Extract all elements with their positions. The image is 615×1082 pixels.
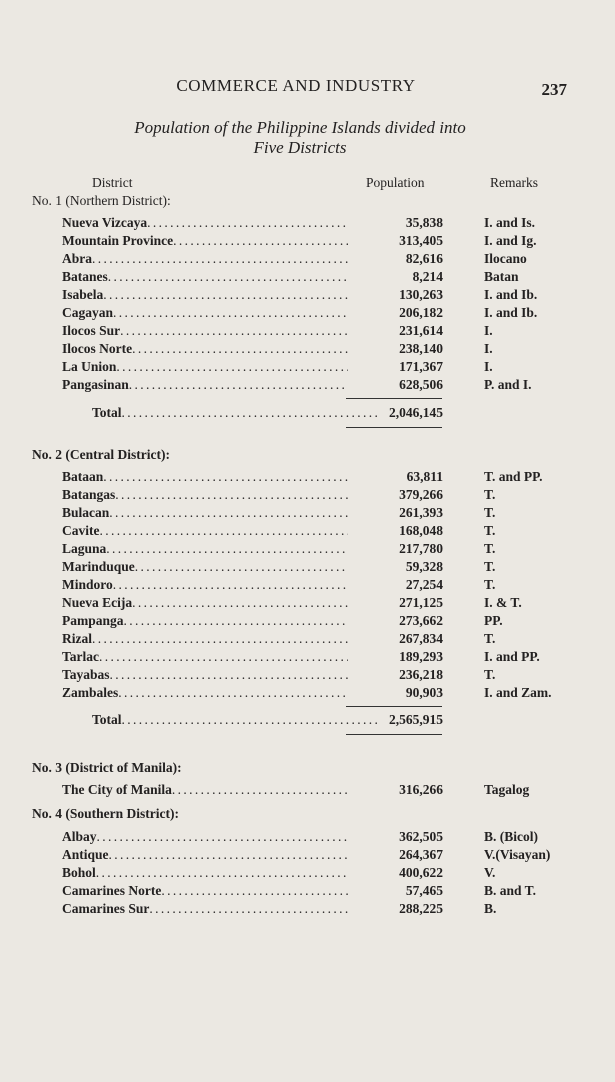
remarks-value: I. and Ib. <box>484 305 538 320</box>
population-value: 27,254 <box>405 577 443 592</box>
population-value: 8,214 <box>412 269 443 284</box>
total-underline <box>346 734 442 735</box>
remarks-value: T. <box>484 505 496 520</box>
population-value: 238,140 <box>399 341 443 356</box>
running-head <box>0 76 615 100</box>
remarks-value: T. <box>484 541 496 556</box>
population-value: 267,834 <box>399 631 443 646</box>
table-row <box>0 595 615 613</box>
table-row <box>0 341 615 359</box>
table-caption-line-2: Five Districts <box>253 138 347 157</box>
population-value: 35,838 <box>405 215 443 230</box>
remarks-value: I. <box>484 323 493 338</box>
table-row <box>0 323 615 341</box>
column-header-population: Population <box>366 175 425 190</box>
province-name: La Union . . . <box>62 359 348 375</box>
population-value: 206,182 <box>399 305 443 320</box>
remarks-value: I. and PP. <box>484 649 540 664</box>
remarks-value: I. <box>484 341 493 356</box>
total-label: Total . . . <box>92 405 378 421</box>
population-value: 379,266 <box>399 487 443 502</box>
province-name: Zambales . . . <box>62 685 348 701</box>
table-row <box>0 667 615 685</box>
population-value: 189,293 <box>399 649 443 664</box>
table-row <box>0 782 615 800</box>
running-title: COMMERCE AND INDUSTRY <box>176 76 416 95</box>
table-row <box>0 251 615 269</box>
table-row <box>0 559 615 577</box>
total-row <box>0 712 615 730</box>
population-value: 628,506 <box>399 377 443 392</box>
province-name: Camarines Sur . . . <box>62 901 348 917</box>
remarks-value: V. <box>484 865 496 880</box>
remarks-value: T. <box>484 577 496 592</box>
table-row <box>0 901 615 919</box>
province-name: Bulacan . . . <box>62 505 348 521</box>
population-value: 57,465 <box>405 883 443 898</box>
province-name: Cavite . . . <box>62 523 348 539</box>
column-header-remarks: Remarks <box>490 175 538 190</box>
district-heading-central: No. 2 (Central District): <box>32 447 170 462</box>
remarks-value: T. and PP. <box>484 469 543 484</box>
table-row <box>0 847 615 865</box>
remarks-value: T. <box>484 667 496 682</box>
province-name: Antique . . . <box>62 847 348 863</box>
province-name: Batanes . . . <box>62 269 348 285</box>
remarks-value: PP. <box>484 613 503 628</box>
remarks-value: I. and Ib. <box>484 287 538 302</box>
sum-rule <box>346 706 442 707</box>
population-value: 362,505 <box>399 829 443 844</box>
population-value: 130,263 <box>399 287 443 302</box>
district-heading-manila: No. 3 (District of Manila): <box>32 760 182 775</box>
province-name: Nueva Ecija . . . <box>62 595 348 611</box>
population-value: 288,225 <box>399 901 443 916</box>
remarks-value: P. and I. <box>484 377 532 392</box>
population-value: 231,614 <box>399 323 443 338</box>
province-name: Cagayan . . . <box>62 305 348 321</box>
remarks-value: T. <box>484 487 496 502</box>
table-row <box>0 469 615 487</box>
province-name: Pampanga . . . <box>62 613 348 629</box>
province-name: Nueva Vizcaya . . . <box>62 215 348 231</box>
remarks-value: I. & T. <box>484 595 522 610</box>
population-value: 171,367 <box>399 359 443 374</box>
table-row <box>0 631 615 649</box>
province-name: Mountain Province . . . <box>62 233 348 249</box>
population-value: 313,405 <box>399 233 443 248</box>
province-name: The City of Manila . . . <box>62 782 348 798</box>
table-row <box>0 233 615 251</box>
sum-rule <box>346 398 442 399</box>
table-row <box>0 215 615 233</box>
table-row <box>0 505 615 523</box>
population-value: 264,367 <box>399 847 443 862</box>
population-value: 90,903 <box>405 685 443 700</box>
population-value: 63,811 <box>406 469 443 484</box>
table-caption-line-1: Population of the Philippine Islands divided into <box>134 118 466 137</box>
population-value: 400,622 <box>399 865 443 880</box>
remarks-value: T. <box>484 523 496 538</box>
province-name: Isabela . . . <box>62 287 348 303</box>
remarks-value: I. and Is. <box>484 215 536 230</box>
population-value: 261,393 <box>399 505 443 520</box>
table-row <box>0 883 615 901</box>
total-row <box>0 405 615 423</box>
table-row <box>0 829 615 847</box>
province-name: Ilocos Sur . . . <box>62 323 348 339</box>
table-row <box>0 865 615 883</box>
remarks-value: T. <box>484 559 496 574</box>
table-row <box>0 541 615 559</box>
remarks-value: B. <box>484 901 497 916</box>
province-name: Laguna . . . <box>62 541 348 557</box>
table-row <box>0 377 615 395</box>
remarks-value: B. and T. <box>484 883 537 898</box>
population-value: 217,780 <box>399 541 443 556</box>
province-name: Tayabas . . . <box>62 667 348 683</box>
table-row <box>0 487 615 505</box>
province-name: Rizal . . . <box>62 631 348 647</box>
page-number: 237 <box>541 80 567 99</box>
remarks-value: Tagalog <box>484 782 530 797</box>
remarks-value: I. and Zam. <box>484 685 552 700</box>
province-name: Albay . . . <box>62 829 348 845</box>
table-row <box>0 523 615 541</box>
table-row <box>0 685 615 703</box>
province-name: Batangas . . . <box>62 487 348 503</box>
province-name: Marinduque . . . <box>62 559 348 575</box>
population-value: 271,125 <box>399 595 443 610</box>
total-underline <box>346 427 442 428</box>
province-name: Ilocos Norte . . . <box>62 341 348 357</box>
table-row <box>0 287 615 305</box>
table-row <box>0 269 615 287</box>
remarks-value: I. <box>484 359 493 374</box>
remarks-value: Batan <box>484 269 519 284</box>
district-heading-southern: No. 4 (Southern District): <box>32 806 179 821</box>
province-name: Bataan . . . <box>62 469 348 485</box>
district-heading-northern: No. 1 (Northern District): <box>32 193 171 208</box>
table-row <box>0 359 615 377</box>
population-value: 82,616 <box>405 251 443 266</box>
province-name: Pangasinan . . . <box>62 377 348 393</box>
population-value: 236,218 <box>399 667 443 682</box>
remarks-value: I. and Ig. <box>484 233 537 248</box>
table-row <box>0 649 615 667</box>
total-label: Total . . . <box>92 712 378 728</box>
province-name: Bohol . . . <box>62 865 348 881</box>
column-header-district: District <box>92 175 133 190</box>
total-value: 2,565,915 <box>389 712 443 727</box>
remarks-value: Ilocano <box>484 251 527 266</box>
population-value: 168,048 <box>399 523 443 538</box>
table-row <box>0 305 615 323</box>
total-value: 2,046,145 <box>389 405 443 420</box>
remarks-value: B. (Bicol) <box>484 829 538 844</box>
population-value: 273,662 <box>399 613 443 628</box>
province-name: Mindoro . . . <box>62 577 348 593</box>
population-value: 316,266 <box>399 782 443 797</box>
remarks-value: V.(Visayan) <box>484 847 551 862</box>
province-name: Tarlac . . . <box>62 649 348 665</box>
population-value: 59,328 <box>405 559 443 574</box>
province-name: Abra . . . <box>62 251 348 267</box>
province-name: Camarines Norte . . . <box>62 883 348 899</box>
remarks-value: T. <box>484 631 496 646</box>
table-row <box>0 577 615 595</box>
table-row <box>0 613 615 631</box>
